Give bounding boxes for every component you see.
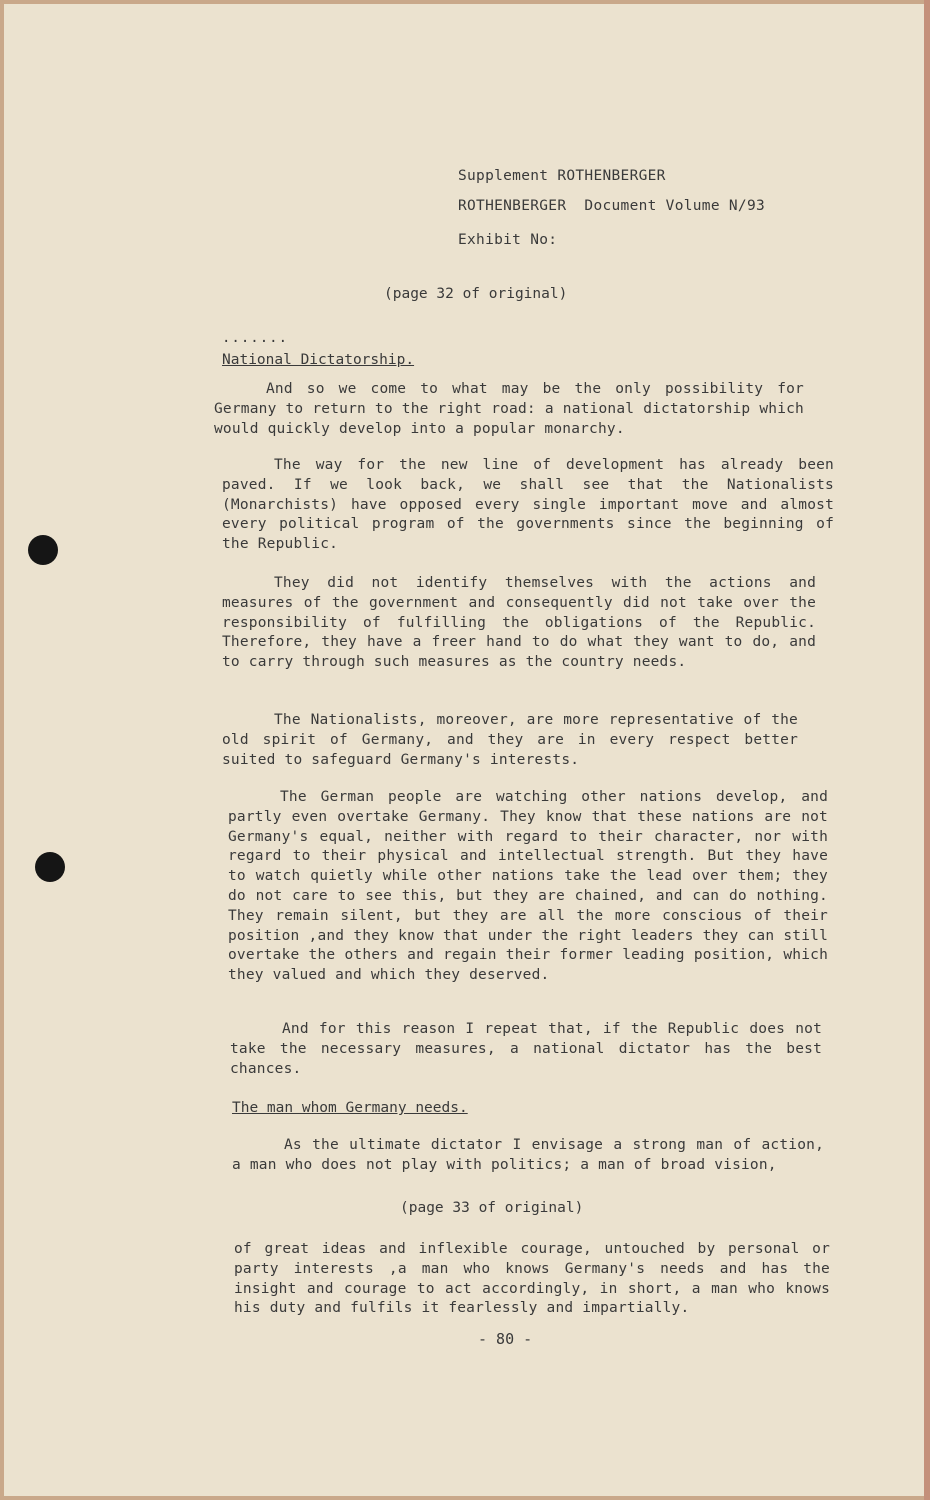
header-document-volume: ROTHENBERGER Document Volume N/93 — [458, 198, 766, 214]
section-heading-man: The man whom Germany needs. — [232, 1100, 468, 1116]
paragraph-6: And for this reason I repeat that, if the Republic does not take the necessary measures, a national dictator has the best chances. — [230, 1021, 822, 1077]
section-heading-dictatorship: National Dictatorship. — [222, 352, 415, 368]
page-ref-top: (page 32 of original) — [384, 286, 568, 302]
header-exhibit: Exhibit No: — [458, 232, 558, 248]
paragraph-7: As the ultimate dictator I envisage a strong man of action, a man who does not play with politics; a man of broad vision, — [232, 1137, 824, 1173]
header-supplement: Supplement ROTHENBERGER — [458, 168, 666, 184]
paragraph-1: And so we come to what may be the only possibility for Germany to return to the right road: a national dictatorship which would quickly develop into a popular monarchy. — [214, 381, 804, 437]
paragraph-3: They did not identify themselves with the actions and measures of the government and consequently did not take over the responsibility of fulfilling the obligations of the Republic. Therefore, they have a freer hand to do what they want to do, and to carry through such measures as the country needs. — [222, 575, 816, 671]
page-ref-middle: (page 33 of original) — [400, 1200, 584, 1216]
paper-edge — [924, 0, 930, 1500]
punch-hole-upper — [28, 535, 58, 565]
paragraph-2: The way for the new line of development has already been paved. If we look back, we shall see that the Nationalists (Monarchists) have opposed every single important move and almost every political program of the governments since the beginning of the Republic. — [222, 457, 834, 553]
paragraph-5: The German people are watching other nations develop, and partly even overtake Germany. They know that these nations are not Germany's equal, neither with regard to their character, nor with regard to their physical and intellectual strength. But they have to watch quietly while other nations take the lead over them; they do not care to see this, but they are chained, and can do nothing. They remain silent, but they are all the more conscious of their position ,and they know that under the right leaders they can still overtake the others and regain their former leading position, which they valued and which they deserved. — [228, 789, 828, 984]
paragraph-8: of great ideas and inflexible courage, untouched by personal or party interests ,a man who knows Germany's needs and has the insight and courage to act accordingly, in short, a man who knows his duty and fulfils it fearlessly and impartially. — [234, 1241, 830, 1317]
punch-hole-lower — [35, 852, 65, 882]
paragraph-4: The Nationalists, moreover, are more representative of the old spirit of Germany, and they are in every respect better suited to safeguard Germany's interests. — [222, 712, 798, 768]
separator: ....... — [222, 330, 289, 346]
page-number: - 80 - — [478, 1330, 533, 1348]
